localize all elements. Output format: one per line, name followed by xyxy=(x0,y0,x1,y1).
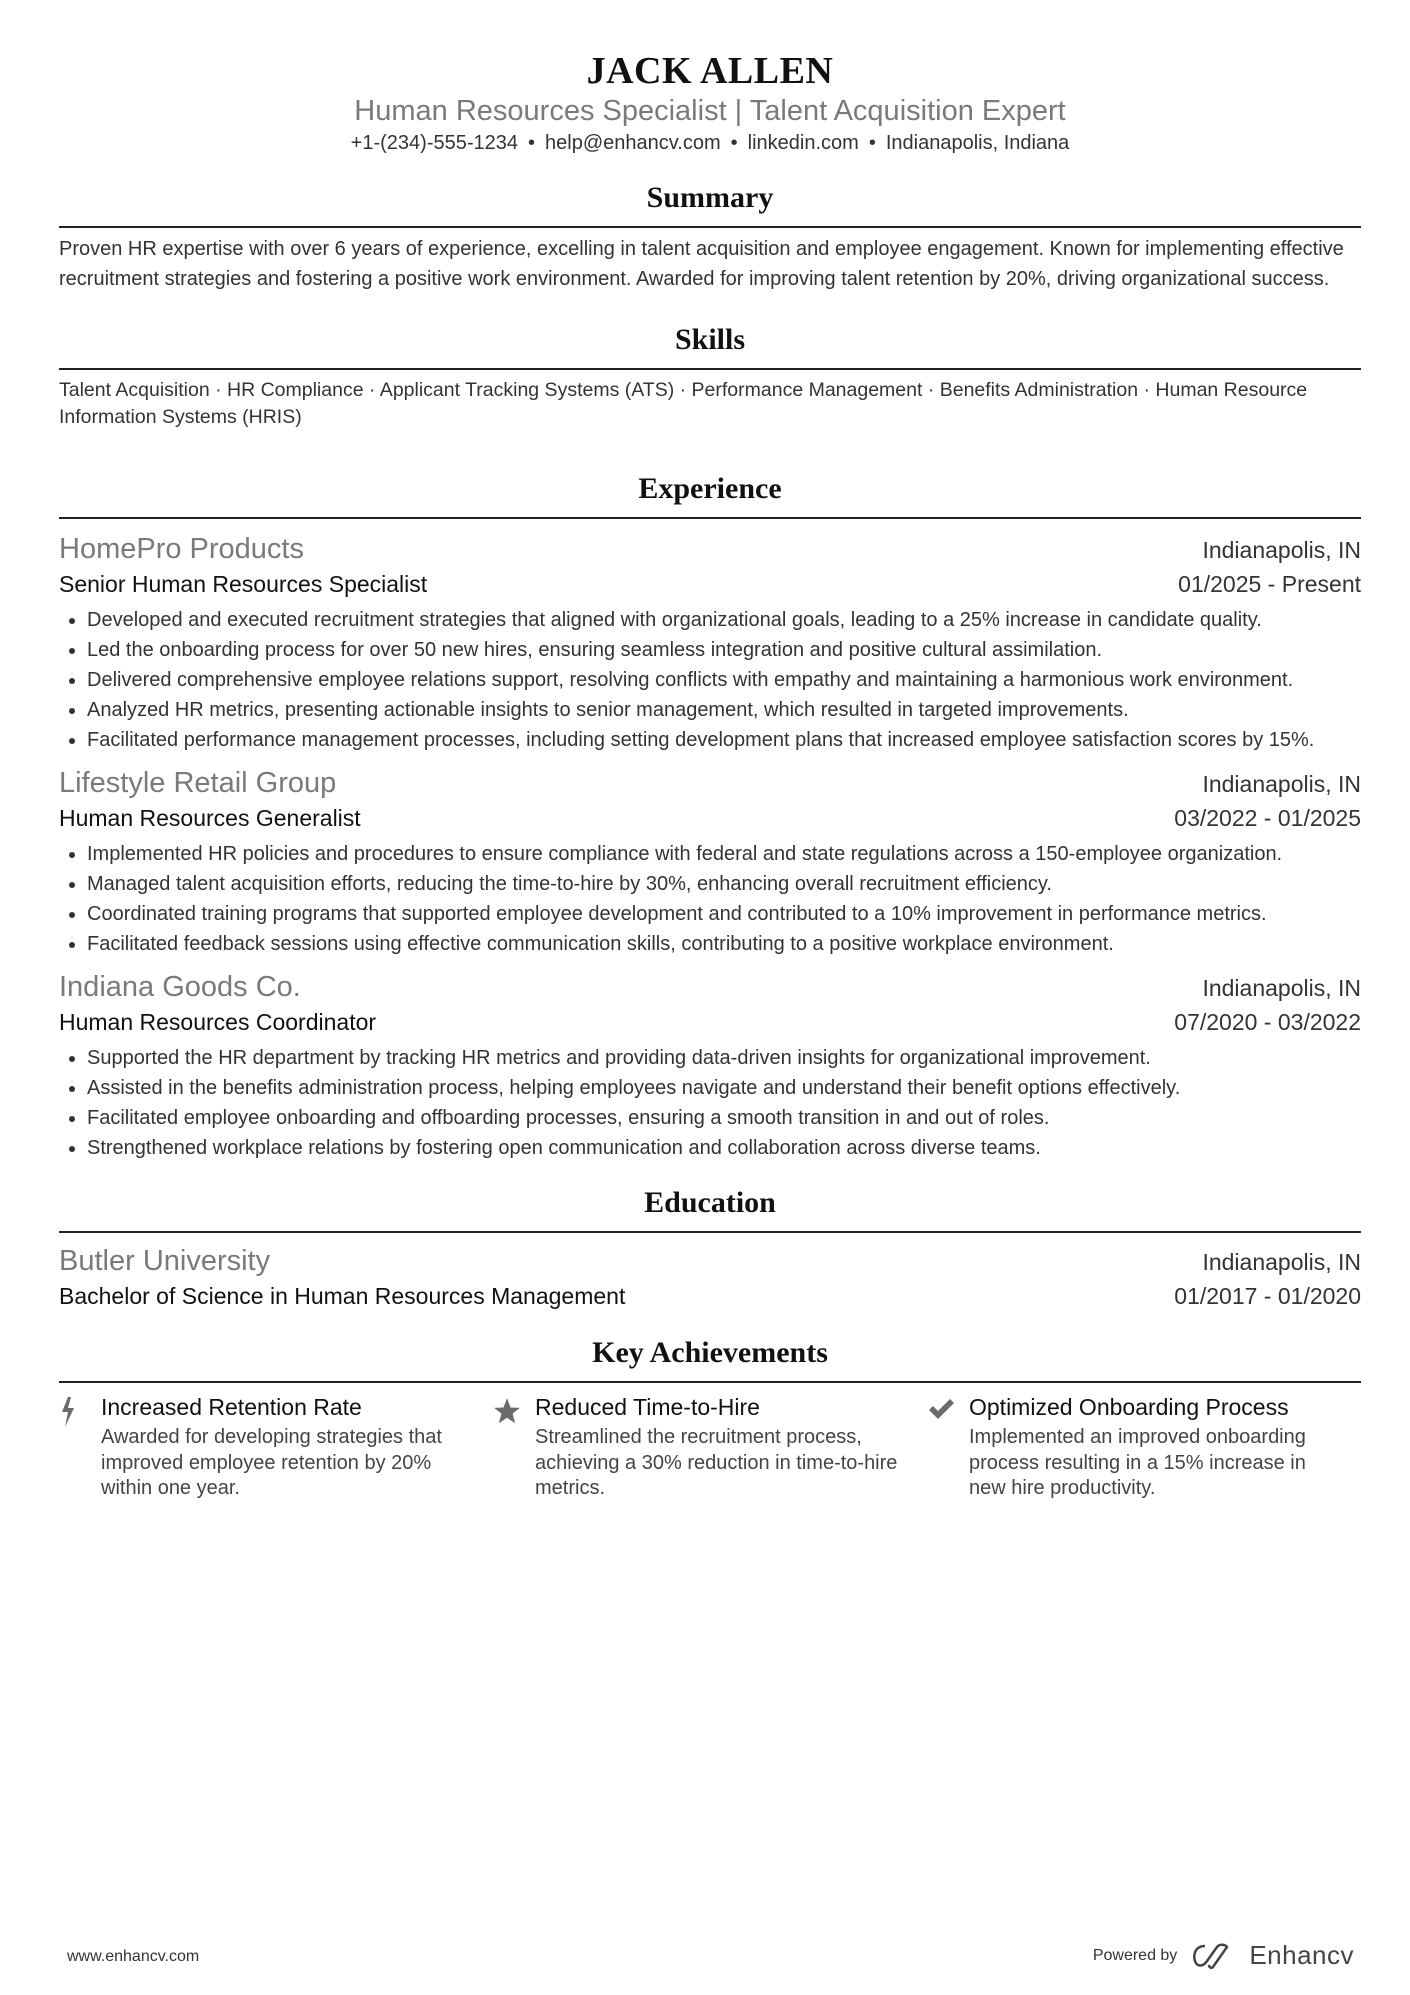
degree: Bachelor of Science in Human Resources Management xyxy=(59,1283,626,1309)
achievement-title: Optimized Onboarding Process xyxy=(969,1394,1289,1420)
job-bullet: • Coordinated training programs that supported employee development and contributed to a 10% improvement in performance metrics. xyxy=(87,899,1361,929)
email[interactable]: help@enhancv.com xyxy=(545,132,721,154)
separator-dot: • xyxy=(868,132,876,154)
summary-heading: Summary xyxy=(59,180,1361,228)
school-name: Butler University xyxy=(59,1245,271,1277)
job-location: Indianapolis, IN xyxy=(1202,771,1361,797)
job-entry xyxy=(59,969,1361,1163)
job-bullet: • Assisted in the benefits administration process, helping employees navigate and understand their benefit options effectively. xyxy=(87,1073,1361,1103)
achievement-desc: Streamlined the recruitment process, achieving a 30% reduction in time-to-hire metrics. xyxy=(535,1426,898,1500)
job-bullet: • Implemented HR policies and procedures to ensure compliance with federal and state regulations across a 150-employee organization. xyxy=(87,839,1361,869)
achievement-title: Increased Retention Rate xyxy=(101,1394,362,1420)
job-bullet: • Developed and executed recruitment strategies that aligned with organizational goals, leading to a 25% increase in candidate quality. xyxy=(87,605,1361,635)
powered-by: Powered by xyxy=(1092,1946,1178,1964)
school-location: Indianapolis, IN xyxy=(1202,1249,1361,1275)
footer-website[interactable]: www.enhancv.com xyxy=(67,1948,200,1965)
candidate-title: Human Resources Specialist | Talent Acquisition Expert xyxy=(354,95,1066,127)
contact-line xyxy=(59,130,1361,156)
job-bullet: • Supported the HR department by tracking HR metrics and providing data-driven insights for organizational improvement. xyxy=(87,1043,1361,1073)
job-dates: 03/2022 - 01/2025 xyxy=(1174,805,1361,831)
job-role: Human Resources Coordinator xyxy=(59,1009,377,1035)
skills-list: Talent Acquisition · HR Compliance · Applicant Tracking Systems (ATS) · Performance Management · Benefits Administration · Human Resource Information Systems (HRIS) xyxy=(59,379,1308,428)
job-role: Senior Human Resources Specialist xyxy=(59,571,428,597)
bolt-icon xyxy=(59,1391,101,1502)
experience-list xyxy=(59,531,1361,1163)
achievement-item xyxy=(59,1391,493,1502)
education-dates: 01/2017 - 01/2020 xyxy=(1174,1283,1361,1309)
job-bullet: • Led the onboarding process for over 50 new hires, ensuring seamless integration and positive cultural assimilation. xyxy=(87,635,1361,665)
achievement-desc: Implemented an improved onboarding process resulting in a 15% increase in new hire productivity. xyxy=(969,1426,1306,1500)
achievement-item xyxy=(927,1391,1361,1502)
linkedin[interactable]: linkedin.com xyxy=(747,132,859,154)
job-dates: 01/2025 - Present xyxy=(1178,571,1361,597)
candidate-name: JACK ALLEN xyxy=(586,50,834,92)
job-bullet: • Facilitated performance management processes, including setting development plans that increased employee satisfaction scores by 15%. xyxy=(87,725,1361,755)
skills-heading: Skills xyxy=(59,322,1361,370)
job-location: Indianapolis, IN xyxy=(1202,975,1361,1001)
job-bullets xyxy=(59,1043,1361,1163)
experience-heading: Experience xyxy=(59,471,1361,519)
footer-branding xyxy=(1093,1940,1354,1971)
job-bullet: • Delivered comprehensive employee relations support, resolving conflicts with empathy and maintaining a harmonious work environment. xyxy=(87,665,1361,695)
separator-dot: • xyxy=(730,132,738,154)
resume-page xyxy=(59,0,1361,1502)
job-bullet: • Facilitated employee onboarding and offboarding processes, ensuring a smooth transition in and out of roles. xyxy=(87,1103,1361,1133)
job-dates: 07/2020 - 03/2022 xyxy=(1174,1009,1361,1035)
separator-dot: • xyxy=(528,132,536,154)
check-icon xyxy=(927,1391,969,1502)
phone: +1-(234)-555-1234 xyxy=(350,132,519,154)
summary-text: Proven HR expertise with over 6 years of experience, excelling in talent acquisition and employee engagement. Known for implementing effective recruitment strategies and fostering a positive work environment. Awarded for improving talent retention by 20%, driving organizational success. xyxy=(59,238,1344,290)
enhancv-logo-icon xyxy=(1191,1943,1235,1969)
job-role: Human Resources Generalist xyxy=(59,805,361,831)
job-bullet: • Strengthened workplace relations by fostering open communication and collaboration across diverse teams. xyxy=(87,1133,1361,1163)
achievements-list xyxy=(59,1391,1361,1502)
brand-name: Enhancv xyxy=(1249,1940,1354,1970)
achievement-title: Reduced Time-to-Hire xyxy=(535,1394,760,1420)
company-name: Lifestyle Retail Group xyxy=(59,767,337,799)
company-name: Indiana Goods Co. xyxy=(59,971,301,1003)
achievement-item xyxy=(493,1391,927,1502)
star-icon xyxy=(493,1391,535,1502)
job-location: Indianapolis, IN xyxy=(1202,537,1361,563)
company-name: HomePro Products xyxy=(59,533,304,565)
job-entry xyxy=(59,531,1361,755)
job-entry xyxy=(59,765,1361,959)
job-bullets xyxy=(59,839,1361,959)
job-bullet: • Facilitated feedback sessions using effective communication skills, contributing to a positive workplace environment. xyxy=(87,929,1361,959)
achievement-desc: Awarded for developing strategies that improved employee retention by 20% within one year. xyxy=(101,1426,442,1500)
job-bullets xyxy=(59,605,1361,755)
location: Indianapolis, Indiana xyxy=(885,132,1070,154)
achievements-heading: Key Achievements xyxy=(59,1335,1361,1383)
education-heading: Education xyxy=(59,1185,1361,1233)
education-entry xyxy=(59,1243,1361,1313)
job-bullet: • Managed talent acquisition efforts, reducing the time-to-hire by 30%, enhancing overall recruitment efficiency. xyxy=(87,869,1361,899)
job-bullet: • Analyzed HR metrics, presenting actionable insights to senior management, which resulted in targeted improvements. xyxy=(87,695,1361,725)
